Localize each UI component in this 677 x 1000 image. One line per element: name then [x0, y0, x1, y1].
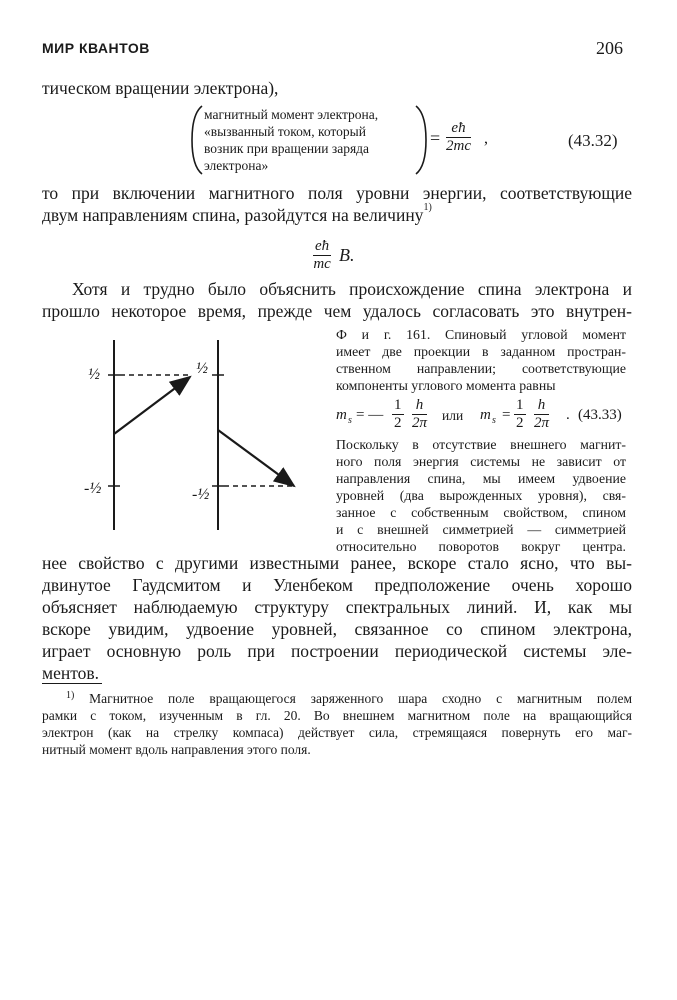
caption-line: ного поля энергия системы не зависит от [336, 454, 626, 469]
footnote-mark: 1) [66, 690, 75, 701]
fraction-denominator: 2π [412, 414, 428, 431]
caption-line: компоненты углового момента равны [336, 378, 556, 393]
paragraph-line: нее свойство с другими известными ранее, вскоре стало ясно, что вы- [42, 553, 632, 573]
equals-sign: = [502, 407, 511, 423]
paragraph-line: играет основную роль при построении периодической системы эле- [42, 641, 632, 661]
label-minus-half-right: -½ [192, 486, 210, 503]
fraction-eh-2mc [446, 120, 471, 154]
paragraph-line: объясняет наблюдаемую структуру спектральных линий. И, как мы [42, 597, 632, 617]
paragraph-text: двум направлениям спина, разойдутся на величину [42, 205, 424, 225]
caption-line: имеет две проекции в заданном простран- [336, 344, 626, 359]
spin-down-arrow [218, 430, 294, 486]
paragraph-line: ментов. [42, 663, 100, 683]
equation-number: (43.32) [568, 131, 618, 150]
caption-line: уровней (два вырожденных уровня), свя- [336, 488, 626, 503]
paragraph-line: прошло некоторое время, прежде чем удалось согласовать это внутрен- [42, 301, 632, 321]
intro-line: тическом вращении электрона), [42, 78, 279, 98]
footnote-text: Магнитное поле вращающегося заряженного шара сходно с магнитным полем [89, 691, 632, 706]
paragraph-line: то при включении магнитного поля уровни энергии, соответствующие [42, 183, 632, 203]
equation-43-33: m s = — $\frac{1}{2}$ $\frac{h}{2\pi}$ или m s = $\frac{1}{2}$ $\frac{h}{2\pi}$ . (43.33) [336, 397, 622, 431]
label-plus-half-left: ½ [88, 366, 100, 383]
caption-line: ственном направлении; соответствующие [336, 361, 626, 376]
fraction-denominator: mc [313, 255, 331, 272]
paragraph-line: двинутое Гаудсмитом и Уленбеком предположение очень хорошо [42, 575, 632, 595]
ms-subscript: s [492, 415, 496, 426]
caption-line: занное с собственным свойством, спином [336, 505, 626, 520]
equation-number: (43.33) [578, 407, 622, 423]
fraction-denominator: 2mc [446, 137, 471, 154]
right-bracket [414, 104, 428, 176]
caption-line: Ф и г. 161. Спиновый угловой момент [336, 327, 626, 342]
paragraph-line: вскоре увидим, удвоение уровней, связанное со спином электрона, [42, 619, 632, 639]
fraction-denominator: 2 [516, 414, 524, 431]
caption-line: направления спина, мы имеем удвоение [336, 471, 626, 486]
label-plus-half-right: ½ [196, 360, 208, 377]
fraction-denominator: 2 [394, 414, 402, 431]
fraction-one-half [514, 397, 526, 431]
fraction-numerator: h [534, 397, 549, 415]
fraction-numerator: h [412, 397, 427, 415]
footnote-line [42, 690, 632, 707]
footnote-ref: 1) [423, 202, 432, 213]
caption-line: Поскольку в отсутствие внешнего магнит- [336, 437, 626, 452]
ms-symbol: m [480, 407, 491, 423]
fraction-numerator: 1 [394, 397, 402, 413]
footnote-line: электрон (как на стрелку компаса) действует сила, стремящаяся повернуть его маг- [42, 725, 632, 740]
ms-subscript: s [348, 415, 352, 426]
ms-symbol: m [336, 407, 347, 423]
fraction-one-half [392, 397, 404, 431]
running-head-title: МИР КВАНТОВ [42, 40, 150, 56]
footnote-line: рамки с током, изученным в гл. 20. Во внешнем магнитном поле на вращающийся [42, 708, 632, 723]
label-minus-half-left: -½ [84, 480, 102, 497]
left-bracket [190, 104, 204, 176]
fraction-denominator: 2π [534, 414, 550, 431]
bracket-line: «вызванный током, который [204, 124, 366, 139]
footnote [42, 690, 632, 758]
figure-caption [336, 326, 626, 394]
fraction-h-2pi [534, 397, 549, 431]
fraction-numerator: eħ [315, 238, 330, 254]
equals-sign: = [430, 128, 441, 148]
bracket-line: электрона» [204, 158, 269, 173]
or-word: или [442, 408, 464, 423]
equals-minus: = — [356, 407, 384, 423]
caption-line: относительно поворотов вокруг центра. [336, 539, 626, 554]
equation-comma: , [484, 130, 488, 147]
display-formula-suffix: B. [339, 245, 355, 265]
spin-up-arrow [114, 377, 190, 434]
bracket-line: возник при вращении заряда [204, 141, 370, 156]
paragraph-line: Хотя и трудно было объяснить происхождение спина электрона и [72, 279, 632, 299]
page-number: 206 [596, 38, 623, 58]
fraction-numerator: eħ [446, 120, 471, 138]
equation-bracket-text [204, 106, 416, 174]
footnote-line: нитный момент вдоль направления этого поля. [42, 742, 311, 757]
bracket-line: магнитный момент электрона, [204, 107, 379, 122]
fraction-h-2pi [412, 397, 427, 431]
fraction-numerator: 1 [516, 397, 524, 413]
display-formula-fraction [313, 238, 331, 272]
paragraph-line [42, 202, 432, 226]
caption-line: и с внешней симметрией — симметрией [336, 522, 626, 537]
figure-caption-continued [336, 436, 626, 555]
footnote-separator [42, 683, 102, 684]
